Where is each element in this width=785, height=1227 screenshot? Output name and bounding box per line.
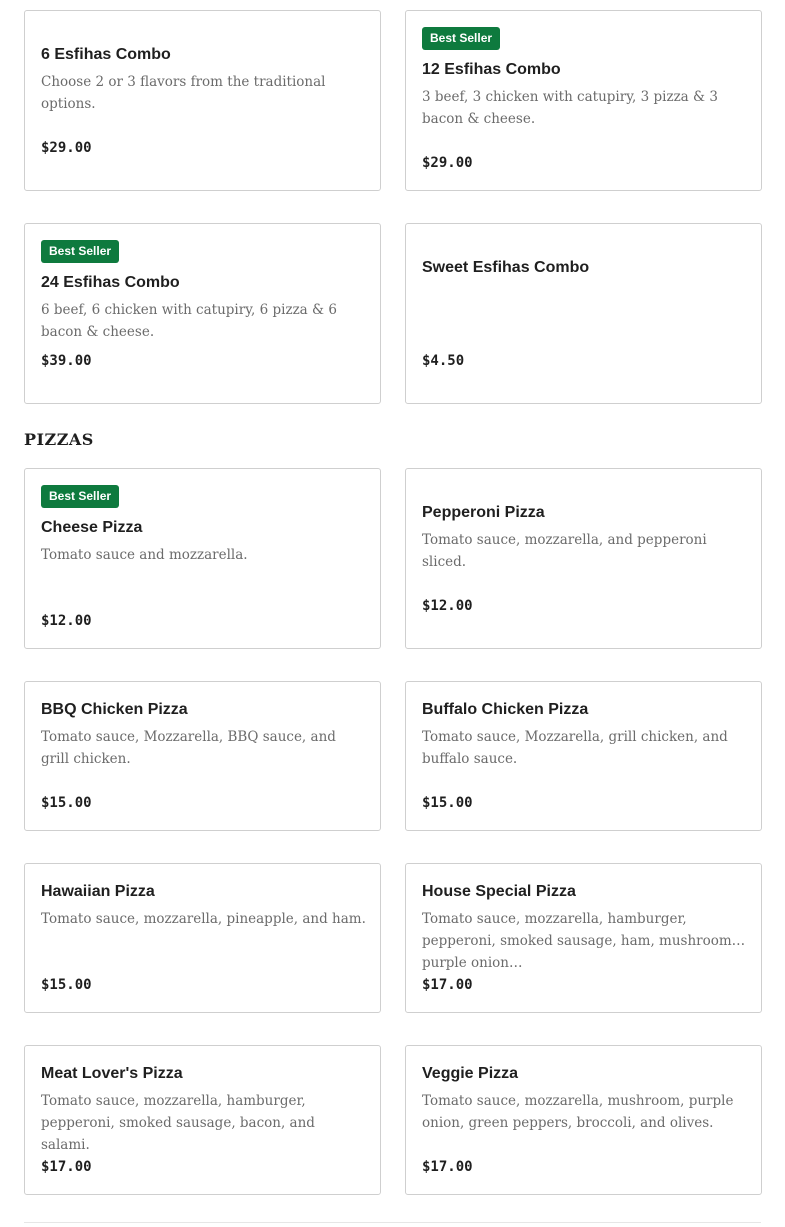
menu-item-title: 24 Esfihas Combo [41,274,180,291]
next-card-edge [24,1222,761,1223]
menu-item-card-veggie-pizza[interactable] [405,1045,762,1195]
best-seller-badge: Best Seller [41,240,119,263]
menu-item-title: Pepperoni Pizza [422,504,545,521]
menu-item-price: $12.00 [422,598,473,614]
menu-item-description: Tomato sauce, Mozzarella, BBQ sauce, and grill chicken. [41,729,336,767]
menu-item-title: 12 Esfihas Combo [422,61,561,78]
menu-item-price: $29.00 [422,155,473,171]
menu-item-title: Sweet Esfihas Combo [422,259,590,276]
menu-item-title: Buffalo Chicken Pizza [422,701,589,718]
menu-item-description: Tomato sauce, mozzarella, hamburger, pepperoni, smoked sausage, ham, mushroom, purple onion… [422,911,736,971]
section-heading-pizzas: PIZZAS [24,430,94,449]
menu-item-description: Tomato sauce and mozzarella. [41,547,248,563]
menu-item-title: BBQ Chicken Pizza [41,701,188,718]
menu-item-price: $17.00 [422,977,473,993]
menu-item-description: Tomato sauce, mozzarella, and pepperoni sliced. [422,532,707,570]
menu-item-card-6-esfihas-combo[interactable] [24,10,381,191]
menu-item-description: Tomato sauce, mozzarella, hamburger, pepperoni, smoked sausage, bacon, and salami. [41,1093,315,1153]
menu-item-title: Cheese Pizza [41,519,143,536]
menu-item-description: 3 beef, 3 chicken with catupiry, 3 pizza & 3 bacon & cheese. [422,89,718,127]
menu-item-description: Choose 2 or 3 flavors from the traditional options. [41,74,326,112]
menu-item-description: Tomato sauce, mozzarella, pineapple, and ham. [41,911,366,927]
menu-item-card-meat-lovers-pizza[interactable] [24,1045,381,1195]
menu-item-card-cheese-pizza[interactable] [24,468,381,649]
menu-item-card-buffalo-chicken-pizza[interactable] [405,681,762,831]
menu-item-card-12-esfihas-combo[interactable] [405,10,762,191]
menu-item-title: 6 Esfihas Combo [41,46,171,63]
menu-item-title: House Special Pizza [422,883,576,900]
menu-item-description: Tomato sauce, mozzarella, mushroom, purple onion, green peppers, broccoli, and olives. [422,1093,734,1131]
menu-item-card-bbq-chicken-pizza[interactable] [24,681,381,831]
menu-item-price: $4.50 [422,353,465,369]
menu-item-title: Veggie Pizza [422,1065,519,1082]
menu-item-title: Hawaiian Pizza [41,883,155,900]
menu-item-card-sweet-esfihas-combo[interactable] [405,223,762,404]
best-seller-badge: Best Seller [41,485,119,508]
menu-item-card-house-special-pizza[interactable] [405,863,762,1013]
menu-item-title: Meat Lover's Pizza [41,1065,183,1082]
menu-item-card-pepperoni-pizza[interactable] [405,468,762,649]
menu-item-price: $17.00 [41,1159,92,1175]
menu-item-price: $17.00 [422,1159,473,1175]
menu-item-description: 6 beef, 6 chicken with catupiry, 6 pizza & 6 bacon & cheese. [41,302,337,340]
menu-item-price: $29.00 [41,140,92,156]
best-seller-badge: Best Seller [422,27,500,50]
menu-item-price: $15.00 [422,795,473,811]
menu-item-price: $15.00 [41,795,92,811]
menu-item-card-hawaiian-pizza[interactable] [24,863,381,1013]
menu-item-description: Tomato sauce, Mozzarella, grill chicken, and buffalo sauce. [422,729,728,767]
menu-item-price: $12.00 [41,613,92,629]
menu-item-price: $15.00 [41,977,92,993]
menu-item-price: $39.00 [41,353,92,369]
menu-item-card-24-esfihas-combo[interactable] [24,223,381,404]
